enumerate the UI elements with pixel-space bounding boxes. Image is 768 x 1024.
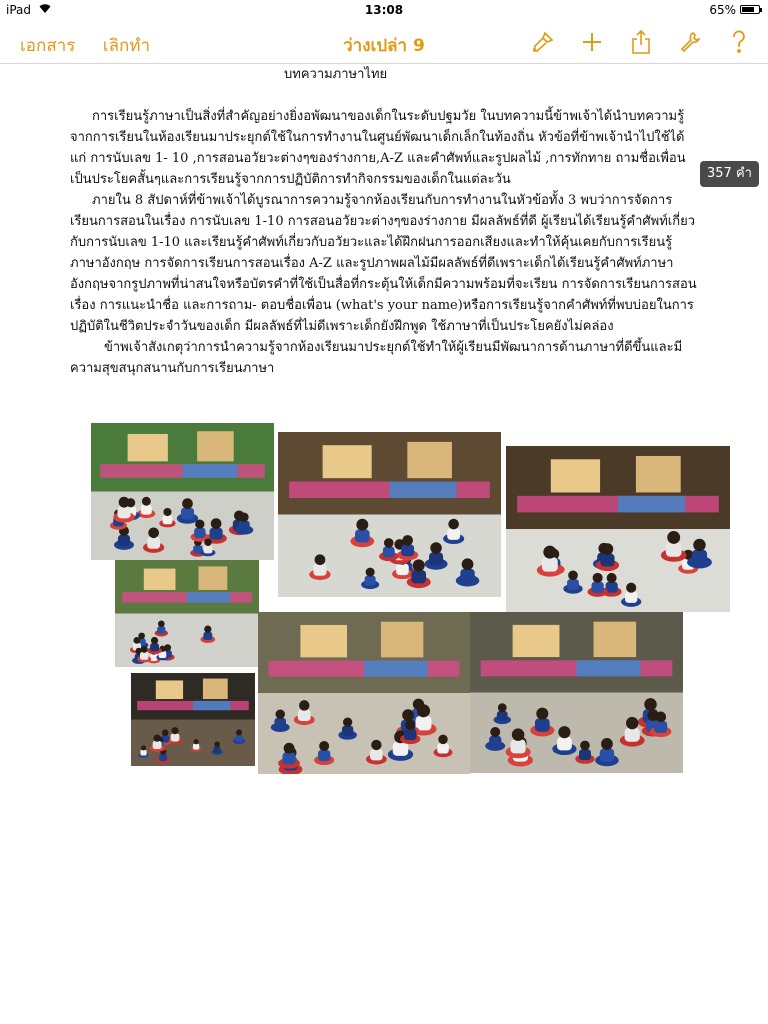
paragraph-1: การเรียนรู้ภาษาเป็นสิ่งที่สำคัญอย่างยิ่งอพัฒนาของเด็กในระดับปฐมวัย ในบทความนี้ข้าพเจ้าได้นำบทความรู้จากการเรียนในห้องเรียนมาประยุกต์ใช้ในการทำงานในศูนย์พัฒนาเด็กเล็กในท้องถิ่น หัวข้อที่ข้าพเจ้านำไปใช้ได้แก่ การนับเลข 1- 10 ,การสอนอวัยวะต่างๆของร่างกาย,A-Z และคำศัพท์และรูปผลไม้ ,การทักทาย ถามชื่อเพื่อนเป็นประโยคสั้นๆและการเรียนรู้จากการปฏิบัติการทำกิจกรรมของเด็กในแต่ละวัน (70, 109, 686, 187)
paragraph-2: ภายใน 8 สัปดาห์ที่ข้าพเจ้าได้บูรณาการความรู้จากห้องเรียนกับการทำงานในหัวข้อทั้ง 3 พบว่าการจัดการเรียนการสอนในเรื่อง การนับเลข 1-10 การสอนอวัยวะต่างๆของร่างกาย มีผลลัพธ์ที่ดี ผู้เรียนได้เรียนรู้คำศัพท์เกี่ยวกับการนับเลข 1-10 และเรียนรู้คำศัพท์เกี่ยวกับอวัยวะและได้ฝึกฝนการออกเสียงและทำให้คุ้นเคยกับการเรียนรู้ภาษาอังกฤษ การจัดการเรียนการสอนเรื่อง A-Z และรูปภาพผลไม้มีผลลัพธ์ที่ดีเพราะเด็กได้เรียนรู้คำศัพท์ภาษาอังกฤษจากรูปภาพที่น่าสนใจหรือบัตรคำที่ใช้เป็นสื่อที่กระตุ้นให้เด็กมีความพร้อมที่จะเรียน การจัดการเรียนการสอนเรื่อง การแนะนำชื่อ และการถาม- ตอบชื่อเพื่อน (what's your name)หรือการเรียนรู้จากคำศัพท์ที่พบบ่อยในการปฏิบัติในชีวิตประจำวันของเด็ก มีผลลัพธ์ที่ไม่ดีเพราะเด็กยังฝึกพูด ใช้ภาษาที่เป็นประโยคยังไม่คล่อง (70, 193, 697, 334)
paintbrush-icon[interactable] (528, 28, 558, 56)
classroom-photo-5[interactable] (131, 673, 255, 766)
documents-button[interactable]: เอกสาร (20, 36, 76, 56)
plus-icon[interactable] (577, 28, 607, 56)
word-count-badge[interactable]: 357 คำ (700, 161, 759, 187)
status-bar (0, 0, 768, 20)
document-body[interactable] (70, 64, 700, 379)
toolbar (0, 20, 768, 64)
wrench-icon[interactable] (675, 28, 705, 56)
classroom-photo-7[interactable] (470, 612, 683, 773)
paragraph-3: ข้าพเจ้าสังเกตุว่าการนำความรู้จากห้องเรียนมาประยุกต์ใช้ทำให้ผู้เรียนมีพัฒนาการด้านภาษาที่ดีขึ้นและมีความสุขสนุกสนานกับการเรียนภาษา (70, 340, 683, 376)
clock: 13:08 (364, 3, 404, 17)
device-label: iPad (6, 3, 32, 17)
classroom-photo-3[interactable] (506, 446, 730, 612)
classroom-photo-1[interactable] (91, 423, 274, 560)
classroom-photo-2[interactable] (278, 432, 501, 597)
classroom-photo-6[interactable] (258, 612, 470, 774)
classroom-photo-4[interactable] (115, 560, 259, 667)
share-icon[interactable] (626, 28, 656, 56)
undo-button[interactable]: เลิกทำ (102, 36, 151, 56)
document-title[interactable]: ว่างเปล่า 9 (343, 36, 425, 56)
battery-percent: 65% (709, 3, 736, 17)
help-icon[interactable] (724, 28, 754, 56)
battery-icon (740, 5, 760, 14)
document-heading: บทความภาษาไทย (284, 67, 388, 82)
